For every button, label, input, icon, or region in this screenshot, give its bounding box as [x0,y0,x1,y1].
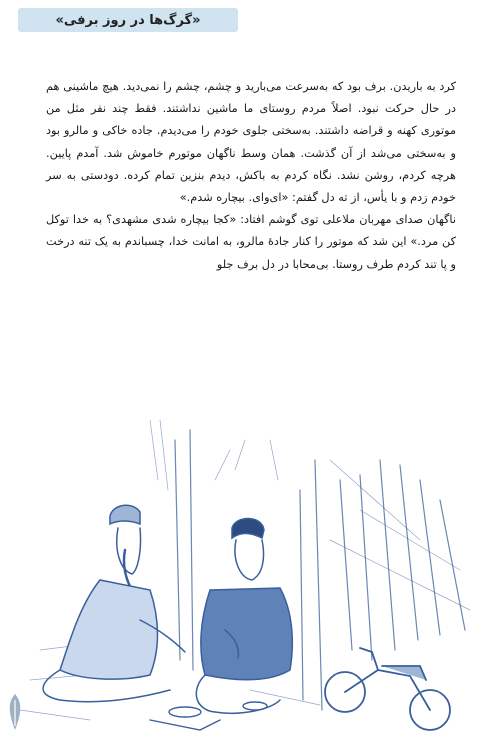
publisher-logo [4,692,26,732]
seated-man-left [43,505,185,701]
chapter-title: «گرگ‌ها در روز برفی» [55,12,201,28]
paragraph: ناگهان صدای مهربان ملاعلی توی گوشم افتاد: «کجا بیچاره شدی مشهدی؟ به خدا توکل کن مرد.» این شد که موتور را کنار جادهٔ مالرو، به امانت خدا، چسباندم به یک تنه درخت و پا تند کردم طرف روستا. بی‌محابا در دل برف جلو [46,213,456,271]
seated-man-center [196,518,292,713]
paragraph: کرد به باریدن. برف بود که به‌سرعت می‌بارید و چشم، چشم را نمی‌دید. هیچ ماشینی هم در حال حرکت نبود. اصلاً مردم روستای ما ماشین نداشتند. فقط چند نفر مثل من موتوری کهنه و قراضه داشتند. به‌سختی جلوی خودم را می‌دیدم. جاده خاکی و مالرو بود و به‌سختی می‌شد از آن گذشت. همان وسط ناگهان موتورم خاموش شد. آمدم پایین. هرچه کردم، روشن نشد. نگاه کردم به باکش، دیدم بنزین تمام کرده. دودستی به سر خودم زدم و با یأس، از ته دل گفتم: «ای‌وای. بیچاره شدم.» [46,80,456,205]
motorcycle [325,648,450,730]
chapter-header-banner [18,8,238,32]
ground-items [150,702,267,730]
sketch-illustration [0,420,500,750]
story-text [46,76,456,276]
